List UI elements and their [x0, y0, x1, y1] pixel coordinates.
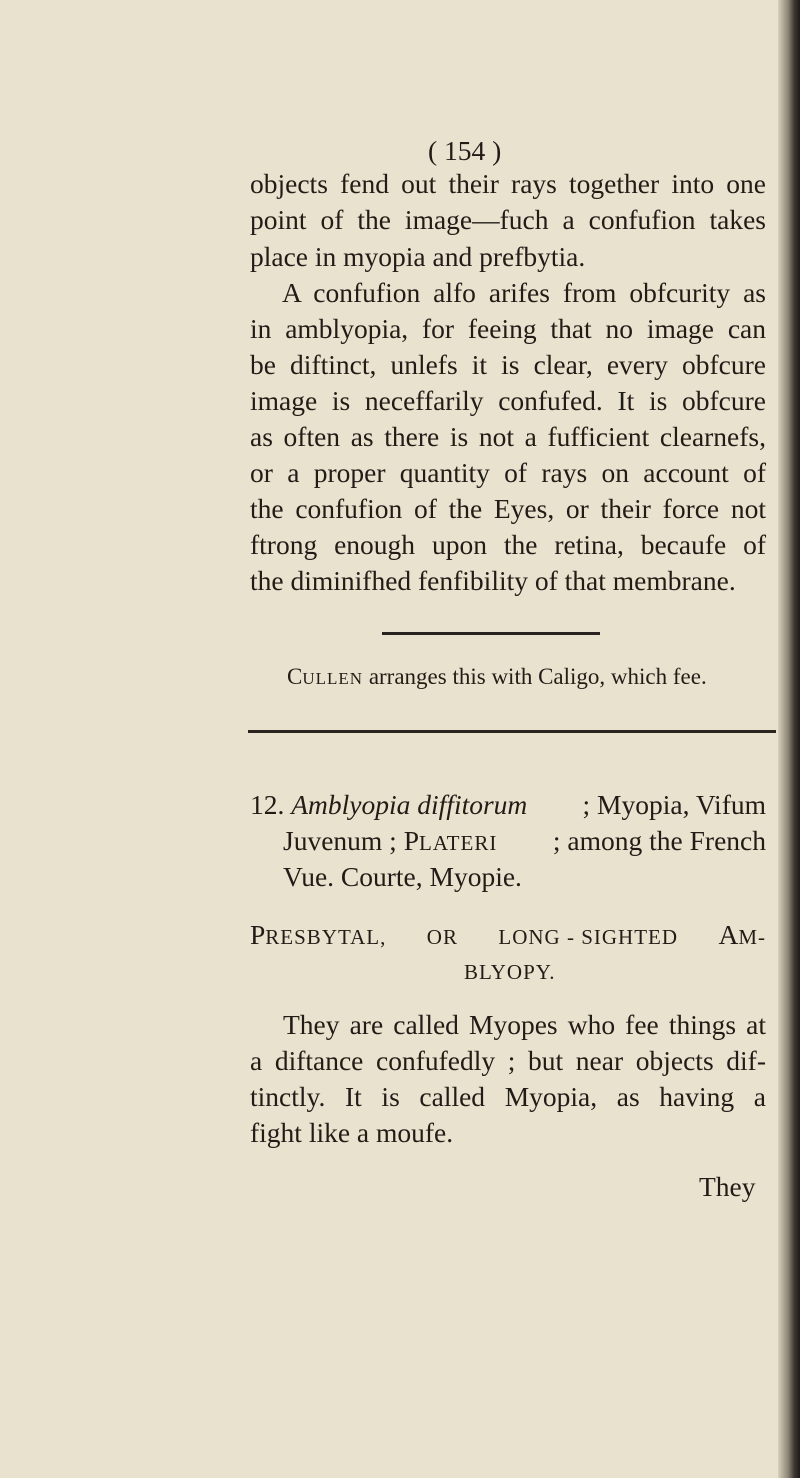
text-line: or a proper quantity of rays on account of [250, 457, 766, 488]
entry-12-line1 [250, 788, 766, 822]
text-line: the confufion of the Eyes, or their force not [250, 493, 766, 524]
text-line: the diminifhed fenfibility of that membrane. [250, 565, 736, 596]
catchword: They [699, 1171, 756, 1202]
platerus-initial: P [403, 825, 419, 856]
entry-12-line2: Juvenum ; PLATERI ; among the French [283, 825, 766, 856]
text-line: ftrong enough upon the retina, becaufe of [250, 529, 766, 560]
text-line: fight like a moufe. [250, 1117, 454, 1148]
text-line: a diftance confufedly ; but near objects dif- [250, 1045, 766, 1076]
text-line: point of the image—fuch a confufion takes [250, 204, 766, 235]
long-rule [248, 730, 776, 733]
text-line: be diftinct, unlefs it is clear, every obfcure [250, 349, 766, 380]
cullen-name: ULLEN [302, 669, 364, 688]
short-rule [382, 632, 600, 635]
cullen-note [287, 660, 707, 696]
cullen-text: arranges this with Caligo, which fee. [363, 664, 707, 689]
text-line: in amblyopia, for feeing that no image can [250, 313, 766, 344]
entry-title: Amblyopia diffitorum [291, 789, 528, 820]
section-heading-line2: BLYOPY. [464, 960, 556, 984]
page-edge-shadow [778, 0, 800, 1478]
cullen-initial: C [287, 664, 303, 689]
platerus-name: LATERI [419, 831, 498, 855]
text-line: as often as there is not a fufficient clearnefs, [250, 421, 766, 452]
entry-12-line3: Vue. Courte, Myopie. [283, 861, 522, 892]
text-line: objects fend out their rays together into one [250, 168, 766, 199]
text-line: A confufion alfo arifes from obfcurity as [282, 277, 766, 308]
text-line: place in myopia and prefbytia. [250, 241, 586, 272]
entry-number: 12. [250, 789, 285, 820]
text-line: tinctly. It is called Myopia, as having a [250, 1081, 766, 1112]
text-line: They are called Myopes who fee things at [283, 1009, 766, 1040]
page-number: ( 154 ) [428, 135, 502, 166]
text-line: image is neceffarily confufed. It is obfcure [250, 385, 766, 416]
entry-synonyms: ; Myopia, Vifum [582, 789, 766, 820]
section-heading: PRESBYTAL, OR LONG - SIGHTED AM- [250, 919, 766, 950]
